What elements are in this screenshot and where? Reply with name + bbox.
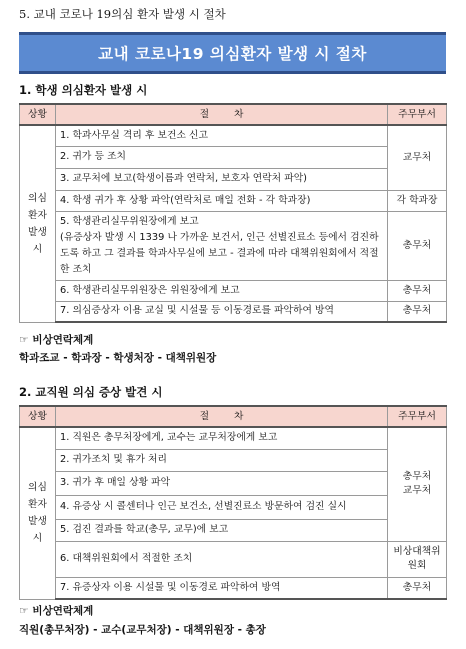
step-cell: 6. 대책위원회에서 적절한 조치 (56, 541, 388, 577)
table-header-row (20, 104, 447, 125)
step-cell: 7. 유증상자 이용 시설물 및 이동경로 파악하여 방역 (56, 577, 388, 599)
contact-heading-1: ☞ 비상연락체계 (19, 334, 94, 346)
dept-cell: 총무처 (388, 280, 447, 301)
step-cell: 4. 학생 귀가 후 상황 파악(연락처로 매일 전화 - 각 학과장) (56, 190, 388, 211)
table-row (20, 471, 447, 495)
step-cell: 5. 검진 결과를 학교(총무, 교무)에 보고 (56, 519, 388, 541)
contact-chain-2: 직원(총무처장) - 교수(교무처장) - 대책위원장 - 총장 (19, 624, 266, 636)
table-row (20, 577, 447, 599)
student-procedure-table (19, 103, 447, 323)
dept-cell: 총무처 (388, 301, 447, 322)
table-row (20, 495, 447, 519)
pointing-hand-icon: ☞ (19, 334, 29, 346)
table-header-row (20, 406, 447, 427)
header-dept: 주무부서 (388, 406, 447, 427)
table-row (20, 449, 447, 471)
step-cell: 7. 의심증상자 이용 교실 및 시설물 등 이동경로를 파악하여 방역 (56, 301, 388, 322)
dept-cell: 총무처 (388, 211, 447, 280)
title-banner: 교내 코로나19 의심환자 발생 시 절차 (19, 32, 446, 74)
status-cell: 의심 환자 발생 시 (20, 427, 56, 599)
table-row (20, 190, 447, 211)
dept-cell: 교무처 (388, 125, 447, 190)
document-heading: 5. 교내 코로나 19의심 환자 발생 시 절차 (19, 7, 226, 21)
step-cell: 2. 귀가조치 및 휴가 처리 (56, 449, 388, 471)
table-row (20, 211, 447, 280)
header-status: 상황 (20, 104, 56, 125)
step-cell: 3. 귀가 후 매일 상황 파악 (56, 471, 388, 495)
header-procedure: 절 차 (56, 406, 388, 427)
step-cell: 3. 교무처에 보고(학생이름과 연락처, 보호자 연락처 파악) (56, 168, 388, 190)
section-1-title: 1. 학생 의심환자 발생 시 (19, 83, 148, 97)
step-cell: 5. 학생관리실무위원장에게 보고 (유증상자 발생 시 1339 나 가까운 보건서, 인근 선별진료소 등에서 검진하도록 하고 그 결과를 학과사무실에 보고 - 결과에 따라 대책위원회에서 적절한 조치 (56, 211, 388, 280)
table-row (20, 125, 447, 146)
dept-cell: 총무처 교무처 (388, 427, 447, 541)
step-cell: 2. 귀가 등 조치 (56, 146, 388, 168)
table-row (20, 146, 447, 168)
table-row (20, 280, 447, 301)
dept-cell: 비상대책위 원회 (388, 541, 447, 577)
header-status: 상황 (20, 406, 56, 427)
step-cell: 1. 직원은 총무처장에게, 교수는 교무처장에게 보고 (56, 427, 388, 449)
section-2-title: 2. 교직원 의심 증상 발견 시 (19, 385, 163, 399)
dept-cell: 각 학과장 (388, 190, 447, 211)
step-cell: 6. 학생관리실무위원장은 위원장에게 보고 (56, 280, 388, 301)
table-row (20, 427, 447, 449)
table-row (20, 168, 447, 190)
contact-chain-1: 학과조교 - 학과장 - 학생처장 - 대책위원장 (19, 352, 217, 364)
header-procedure: 절 차 (56, 104, 388, 125)
contact-heading-2: ☞ 비상연락체계 (19, 605, 94, 617)
step-cell: 4. 유증상 시 콜센터나 인근 보건소, 선별진료소 방문하여 검진 실시 (56, 495, 388, 519)
table-row (20, 301, 447, 322)
status-cell: 의심 환자 발생 시 (20, 125, 56, 322)
table-row (20, 541, 447, 577)
pointing-hand-icon: ☞ (19, 605, 29, 617)
table-row (20, 519, 447, 541)
header-dept: 주무부서 (388, 104, 447, 125)
step-cell: 1. 학과사무실 격리 후 보건소 신고 (56, 125, 388, 146)
dept-cell: 총무처 (388, 577, 447, 599)
staff-procedure-table (19, 405, 447, 600)
